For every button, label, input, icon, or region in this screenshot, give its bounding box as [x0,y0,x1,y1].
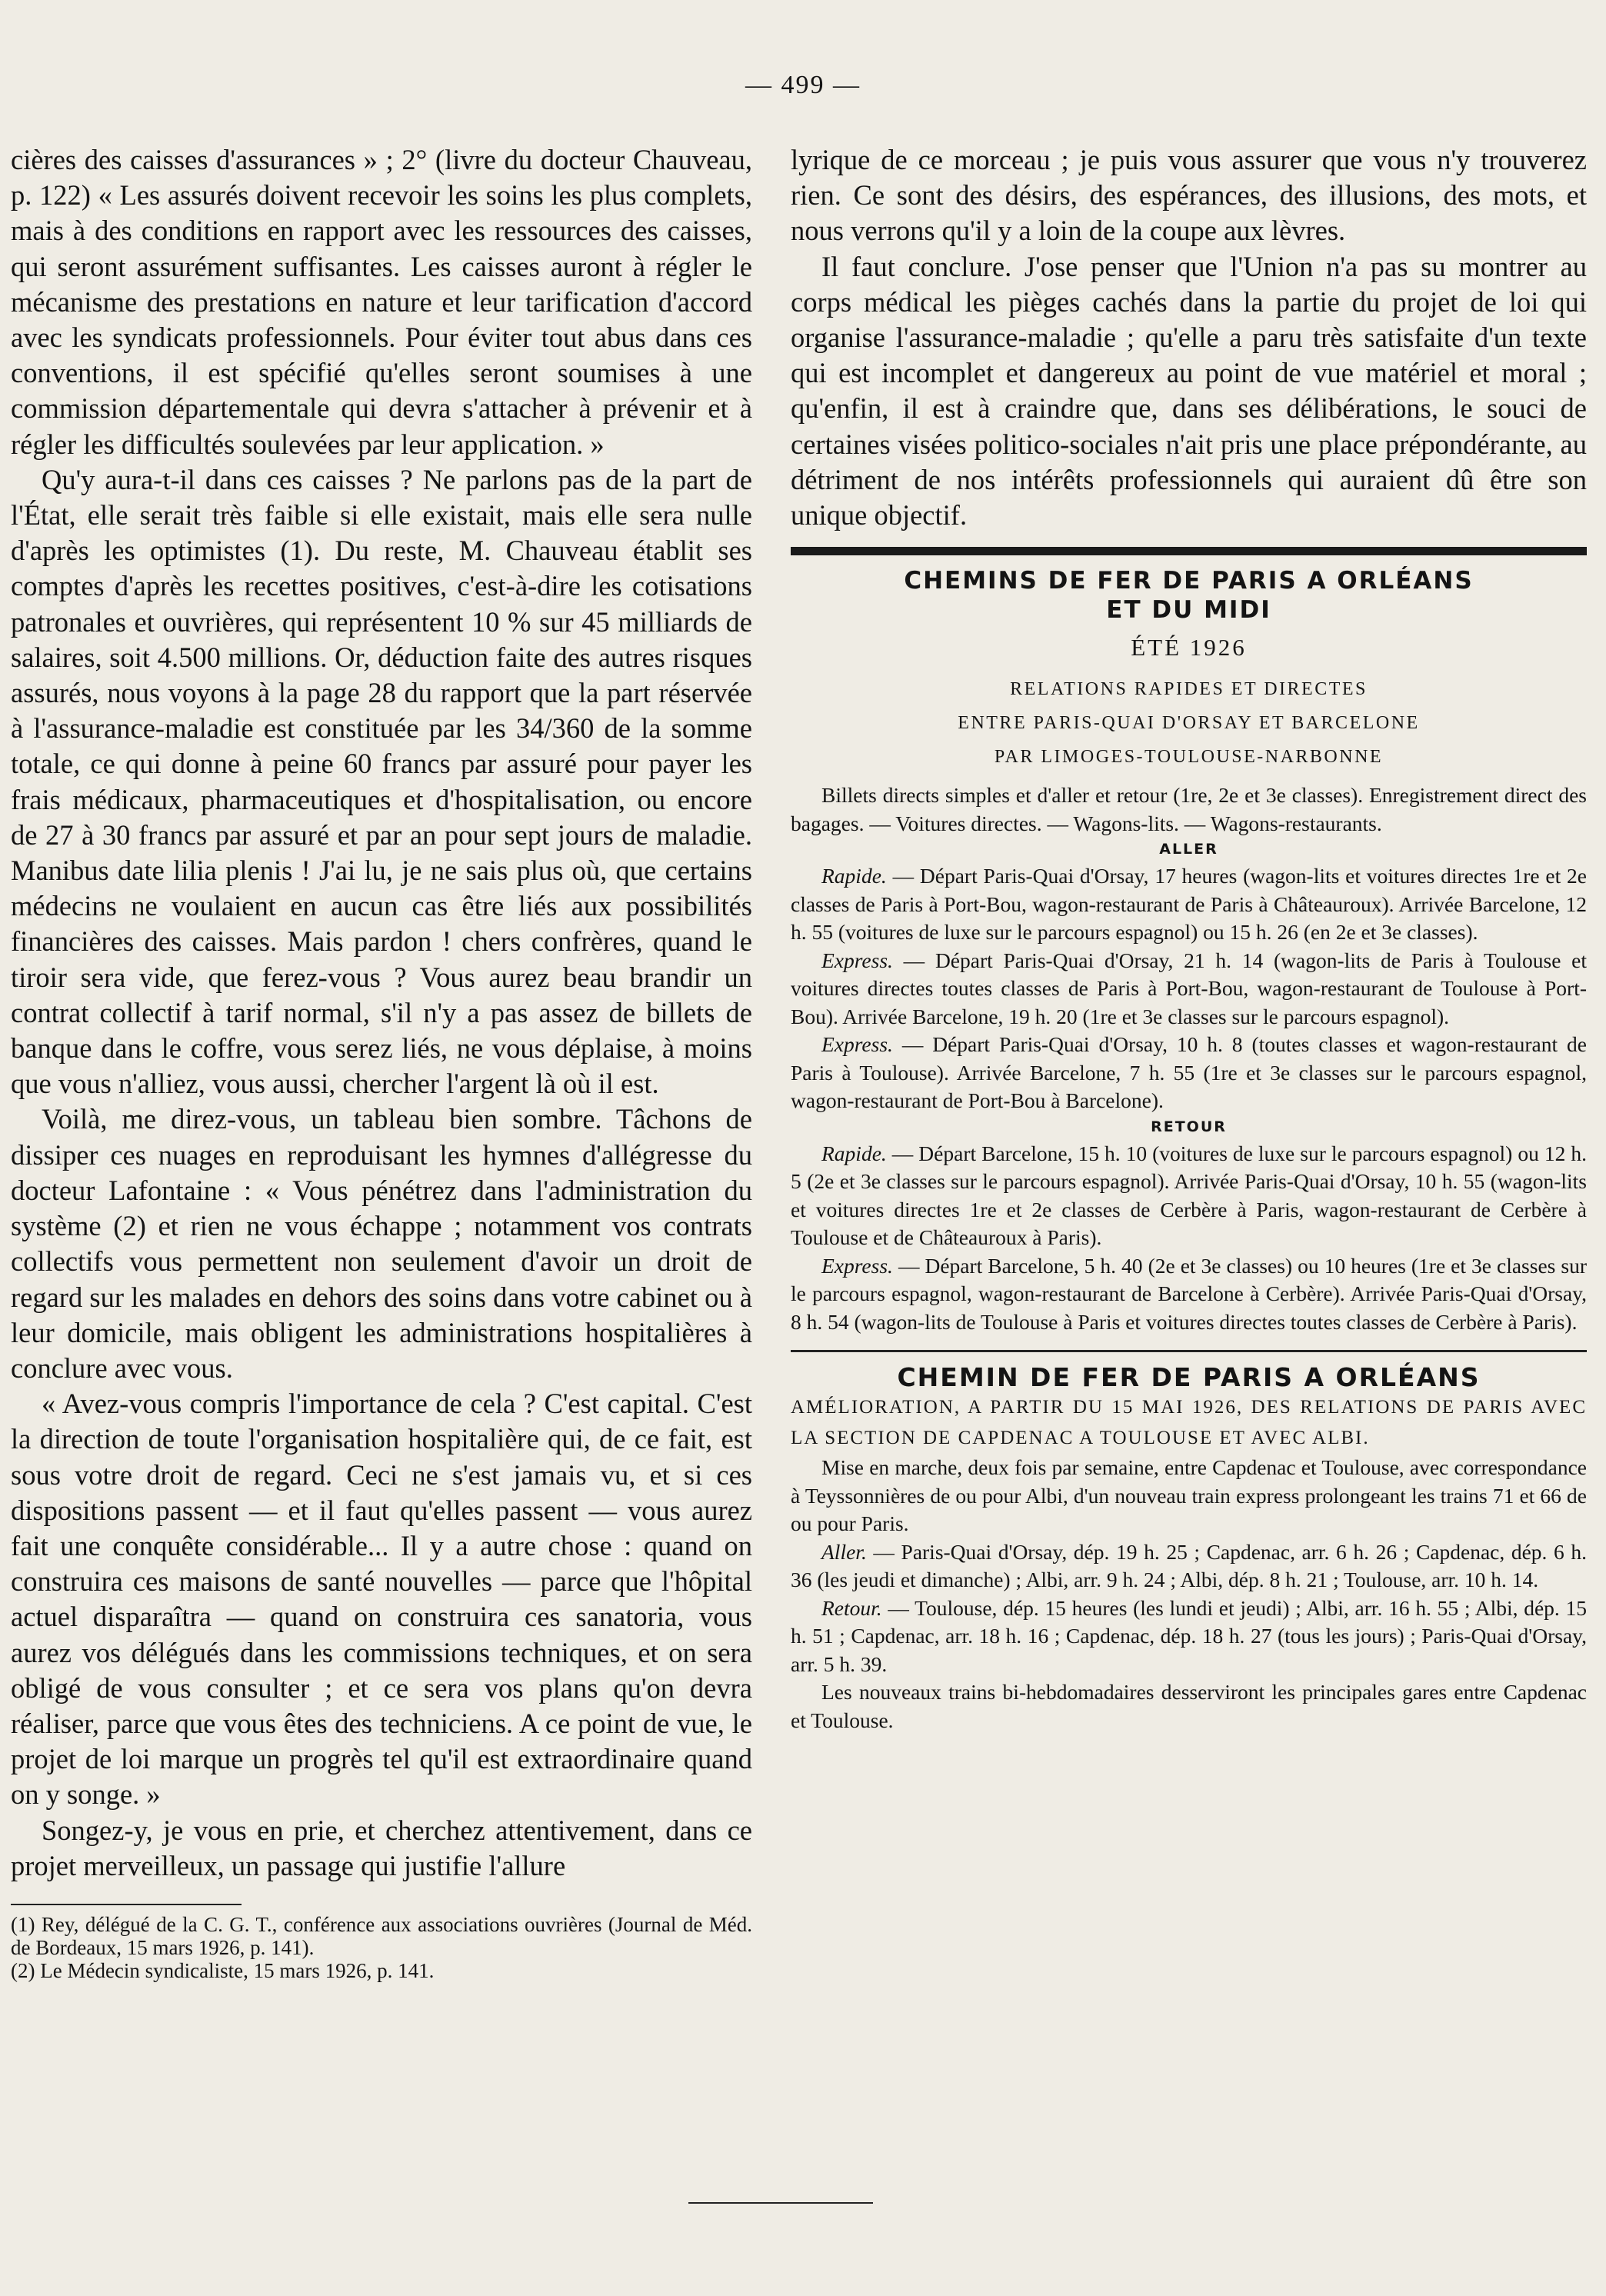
section-divider-thick [791,547,1587,555]
notice2-amelioration: AMÉLIORATION, A PARTIR DU 15 MAI 1926, DES RELATIONS DE PARIS AVEC LA SECTION DE CAPDENAC A TOULOUSE ET AVEC ALBI. [791,1397,1587,1449]
right-column [791,142,1587,1734]
page-number: — 499 — [745,71,861,99]
direction-schedule: — Paris-Quai d'Orsay, dép. 19 h. 25 ; Capdenac, arr. 6 h. 26 ; Capdenac, dép. 6 h. 36 (les jeudi et dimanche) ; Albi, arr. 9 h. 24 ; Albi, dép. 8 h. 21 ; Toulouse, arr. 10 h. 14. [791,1539,1587,1592]
left-paragraph-5: Songez-y, je vous en prie, et cherchez attentivement, dans ce projet merveilleux, un passage qui justifie l'allure [11,1814,752,1881]
direction-label: Aller. [821,1539,867,1564]
notice1-subtitle-2: ENTRE PARIS-QUAI D'ORSAY ET BARCELONE [958,713,1420,734]
footnote-divider [11,1904,242,1905]
notice1-subtitle-1: RELATIONS RAPIDES ET DIRECTES [1010,679,1368,700]
footnote-2: (2) Le Médecin syndicaliste, 15 mars 1926, p. 141. [11,1958,435,1982]
right-paragraph-2: Il faut conclure. J'ose penser que l'Union n'a pas su montrer au corps médical les pièges cachés dans la partie du projet de loi qui organise l'assurance-maladie ; qu'elle a paru très satisfaite d'un texte qui est incomplet et dangereux au point de vue matériel et moral ; qu'enfin, il est à craindre que, dans ses délibérations, le souci de certaines visées politico-sociales n'ait pris une place prépondérante, au détriment de nos intérêts professionnels qui auraient dû être son unique objectif. [791,250,1587,532]
train-schedule: — Départ Paris-Quai d'Orsay, 21 h. 14 (wagon-lits de Paris à Toulouse et voitures directes toutes classes de Paris à Port-Bou, wagon-restaurant de Toulouse à Port-Bou). Arrivée Barcelone, 19 h. 20 (1re et 3e classes sur le parcours espagnol). [791,948,1587,1028]
left-paragraph-4: « Avez-vous compris l'importance de cela ? C'est capital. C'est la direction de toute l'organisation hospitalière qui, de ce fait, est sous votre droit de regard. Ceci ne s'est jamais vu, et si ces dispositions passent — et il faut qu'elles passent — vous aurez fait une conquête considérable... Il y a autre chose : quand on construira ces maisons de santé nouvelles — parce que l'hôpital actuel disparaîtra — quand on construira ces sanatoria, vous aurez vos délégués dans les commissions techniques, et on sera obligé de vous consulter ; et ce sera vos plans qu'on devra réaliser, parce que vous êtes des techniciens. A ce point de vue, le projet de loi marque un progrès tel qu'il est extraordinaire quand on y songe. » [11,1388,752,1811]
notice1-retour-1 [791,1140,1587,1252]
notice2-paragraph-1: Mise en marche, deux fois par semaine, entre Capdenac et Toulouse, avec correspondance à Teyssonnières de ou pour Albi, d'un nouveau train express prolongeant les trains 71 et 66 de ou pour Paris. [791,1455,1587,1536]
notice2-paragraph-last: Les nouveaux trains bi-hebdomadaires desserviront les principales gares entre Capdenac et Toulouse. [791,1680,1587,1732]
notice1-aller-heading: ALLER [1159,841,1218,858]
train-type-label: Rapide. [821,1141,887,1165]
footnote-1: (1) Rey, délégué de la C. G. T., conférence aux associations ouvrières (Journal de Méd. de Bordeaux, 15 mars 1926, p. 141). [11,1912,752,1959]
notice2-retour [791,1595,1587,1679]
left-column [6,142,752,1982]
notice1-title-line2: ET DU MIDI [1106,596,1271,625]
train-schedule: — Départ Barcelone, 15 h. 10 (voitures de luxe sur le parcours espagnol) ou 12 h. 5 (2e et 3e classes sur le parcours espagnol). Arrivée Paris-Quai d'Orsay, 10 h. 55 (wagon-lits et voitures directes 1re et 2e classes de Cerbère à Paris, wagon-restaurant de Cerbère à Toulouse et de Châteauroux à Paris). [791,1141,1587,1250]
notice1-retour-2 [791,1252,1587,1337]
train-type-label: Express. [821,1032,893,1057]
notice2-title: CHEMIN DE FER DE PARIS A ORLÉANS [897,1362,1481,1393]
section-divider-thin [791,1350,1587,1352]
right-paragraph-1: lyrique de ce morceau ; je puis vous assurer que vous n'y trouverez rien. Ce sont des désirs, des espérances, des illusions, des mots, et nous verrons qu'il y a loin de la coupe aux lèvres. [791,144,1587,247]
train-schedule: — Départ Paris-Quai d'Orsay, 10 h. 8 (toutes classes et wagon-restaurant de Paris à Toulouse). Arrivée Barcelone, 7 h. 55 (1re et 3e classes sur le parcours espagnol, wagon-restaurant de Port-Bou à Barcelone). [791,1032,1587,1113]
notice2-aller [791,1538,1587,1595]
train-schedule: — Départ Barcelone, 5 h. 40 (2e et 3e classes) ou 10 heures (1re et 3e classes sur le parcours espagnol, wagon-restaurant de Barcelone à Cerbère). Arrivée Paris-Quai d'Orsay, 8 h. 54 (wagon-lits de Toulouse à Paris et voitures directes toutes classes de Cerbère à Paris). [791,1253,1587,1334]
notice1-retour-heading: RETOUR [1151,1118,1227,1135]
left-paragraph-1: cières des caisses d'assurances » ; 2° (livre du docteur Chauveau, p. 122) « Les assurés doivent recevoir les soins les plus complets, mais à des conditions en rapport avec les ressources des caisses, qui seront assurément suffisantes. Les caisses auront à régler le mécanisme des prestations en nature et leur tarification d'accord avec les syndicats professionnels. Pour éviter tout abus dans ces conventions, il est spécifié qu'elles seront soumises à une commission départementale qui devra s'attacher à prévenir et à régler les difficultés soulevées par leur application. » [11,144,752,460]
notice1-season: ÉTÉ 1926 [1131,634,1247,661]
train-type-label: Express. [821,948,893,972]
notice1-aller-1 [791,862,1587,947]
direction-schedule: — Toulouse, dép. 15 heures (les lundi et jeudi) ; Albi, arr. 16 h. 55 ; Albi, dép. 15 h. 51 ; Capdenac, arr. 18 h. 16 ; Capdenac, dép. 18 h. 27 (tous les jours) ; Paris-Quai d'Orsay, arr. 5 h. 39. [791,1595,1587,1676]
railway-notice-orleans [791,1363,1587,1734]
footnotes [6,1913,752,1982]
direction-label: Retour. [821,1595,882,1620]
notice1-intro: Billets directs simples et d'aller et retour (1re, 2e et 3e classes). Enregistrement direct des bagages. — Voitures directes. — Wagons-lits. — Wagons-restaurants. [791,783,1587,835]
railway-notice-orleans-midi [791,566,1587,1336]
notice1-aller-3 [791,1031,1587,1115]
page-bottom-rule [688,2202,873,2204]
notice1-aller-2 [791,947,1587,1031]
notice1-title-line1: CHEMINS DE FER DE PARIS A ORLÉANS [904,567,1474,595]
left-paragraph-2: Qu'y aura-t-il dans ces caisses ? Ne parlons pas de la part de l'État, elle serait très faible si elle existait, mais elle sera nulle d'après les optimistes (1). Du reste, M. Chauveau établit ses comptes d'après les recettes positives, c'est-à-dire les cotisations patronales et ouvrières, qui représentent 10 % sur 45 milliards de salaires, soit 4.500 millions. Or, déduction faite des autres risques assurés, nous voyons à la page 28 du rapport que la part réservée à l'assurance-maladie est constituée par les 34/360 de la somme totale, ce qui donne à peine 60 francs par assuré pour payer les frais médicaux, pharmaceutiques et d'hospitalisation, ou encore de 27 à 30 francs par assuré et par an pour sept jours de maladie. Manibus date lilia plenis ! J'ai lu, je ne sais plus où, que certains médecins ne voulaient en aucun cas être liés aux possibilités financières des caisses. Mais pardon ! chers confrères, quand le tiroir sera vide, que ferez-vous ? Vous aurez beau brandir un contrat collectif à tarif normal, s'il n'y a pas assez de billets de banque dans le coffre, vous serez liés, ne vous déplaise, à moins que vous n'alliez, vous aussi, chercher l'argent là où il est. [11,463,752,1100]
train-type-label: Express. [821,1253,893,1278]
notice1-subtitle-3: PAR LIMOGES-TOULOUSE-NARBONNE [994,747,1384,768]
train-type-label: Rapide. [821,864,887,888]
train-schedule: — Départ Paris-Quai d'Orsay, 17 heures (wagon-lits et voitures directes 1re et 2e classes de Paris à Port-Bou, wagon-restaurant de Paris à Châteauroux). Arrivée Barcelone, 12 h. 55 (voitures de luxe sur le parcours espagnol) ou 15 h. 26 (en 2e et 3e classes). [791,864,1587,945]
left-paragraph-3: Voilà, me direz-vous, un tableau bien sombre. Tâchons de dissiper ces nuages en reproduisant les hymnes d'allégresse du docteur Lafontaine : « Vous pénétrez dans l'administration du système (2) et rien ne vous échappe ; notamment vos contrats collectifs vous permettent non seulement d'avoir un droit de regard sur les malades en dehors des soins dans votre cabinet ou à leur domicile, mais obligent les administrations hospitalières à conclure avec vous. [11,1103,752,1384]
